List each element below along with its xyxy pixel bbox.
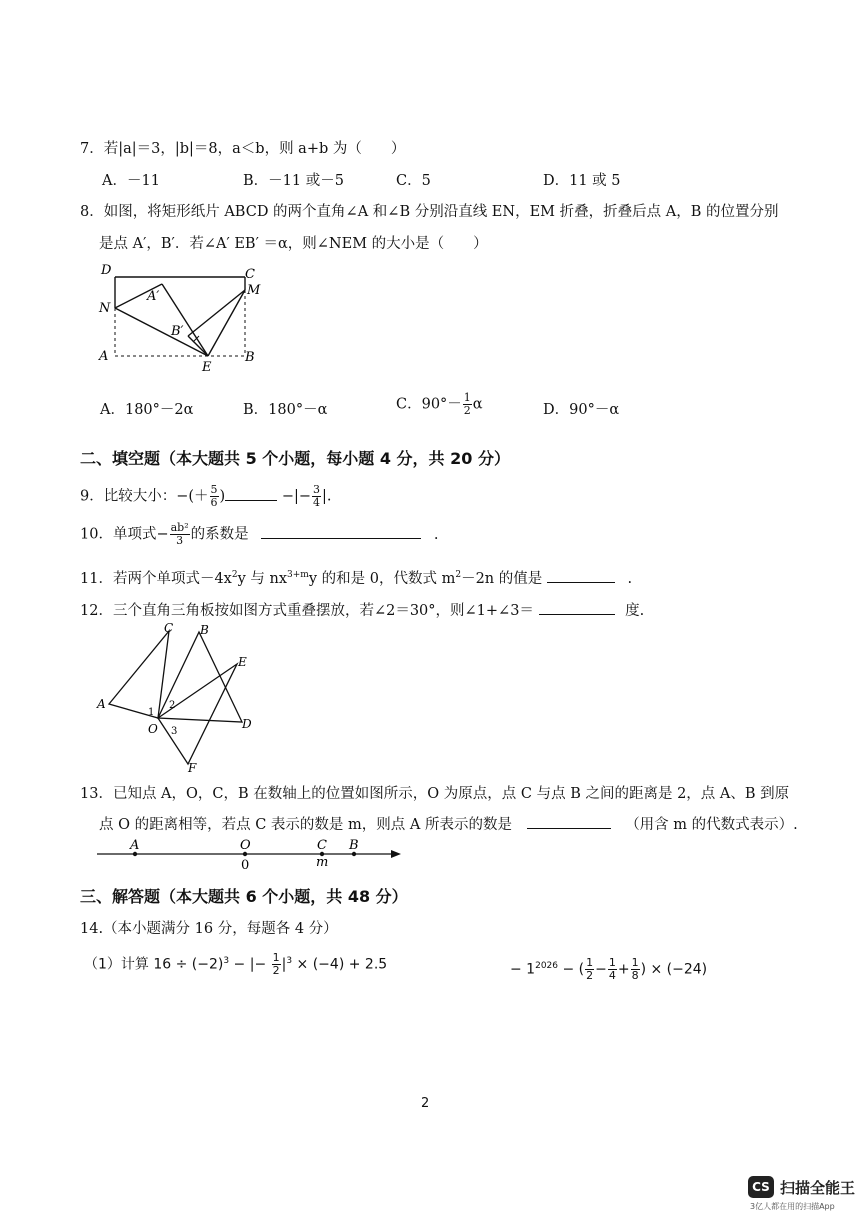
q8-label-d: D bbox=[101, 263, 112, 278]
q12-triangles-figure bbox=[92, 622, 262, 774]
q7-option-b: B．－11 或－5 bbox=[243, 173, 344, 189]
q13-answer-blank[interactable] bbox=[527, 814, 611, 829]
q13-point-b: B bbox=[349, 838, 359, 853]
q12: 12．三个直角三角板按如图方式重叠摆放，若∠2＝30°，则∠1+∠3＝ 度. bbox=[80, 599, 644, 620]
q13-point-a: A bbox=[130, 838, 140, 853]
q12-answer-blank[interactable] bbox=[539, 600, 615, 615]
q8-label-b-prime: B′ bbox=[171, 324, 184, 339]
q8-option-a: A．180°－2α bbox=[100, 402, 194, 418]
q14-part1: （1）计算 $16 \div (-2)^3$ − |− $\frac{1}{2}$ $|^3 \times (-4) + 2.5$ bbox=[84, 951, 388, 977]
q8-stem-line2: 是点 A′，B′．若∠A′ EB′ ＝α，则∠NEM 的大小是（ ） bbox=[99, 236, 488, 252]
section3-title: 三、解答题（本大题共 6 个小题，共 48 分） bbox=[80, 887, 408, 906]
q9-answer-blank[interactable] bbox=[225, 486, 277, 501]
watermark-title: 扫描全能王 bbox=[780, 1178, 856, 1197]
q8-label-a-prime: A′ bbox=[147, 289, 160, 304]
q8-label-a: A bbox=[99, 349, 109, 364]
q7-stem: 7．若|a|＝3，|b|＝8，a＜b，则 a+b 为（ ） bbox=[80, 141, 406, 157]
q8-option-b: B．180°－α bbox=[243, 402, 328, 418]
section2-title: 二、填空题（本大题共 5 个小题，每小题 4 分，共 20 分） bbox=[80, 449, 510, 468]
q13-number-line bbox=[95, 836, 407, 872]
q8-rectangle-fold-figure bbox=[95, 260, 275, 375]
q13-line1: 13．已知点 A，O，C，B 在数轴上的位置如图所示，O 为原点，点 C 与点 B 之间的距离是 2，点 A、B 到原 bbox=[80, 786, 790, 802]
q12-label-d: D bbox=[242, 717, 252, 731]
q12-label-e: E bbox=[238, 655, 247, 669]
watermark-subtitle: 3亿人都在用的扫描App bbox=[750, 1202, 835, 1211]
q8-label-b: B bbox=[245, 350, 255, 365]
q7-option-a: A．－11 bbox=[102, 173, 160, 189]
q13-zero-label: 0 bbox=[241, 858, 250, 872]
q12-angle-3: 3 bbox=[171, 726, 178, 737]
q12-label-b: B bbox=[200, 623, 209, 637]
q14-header: 14.（本小题满分 16 分，每题各 4 分） bbox=[80, 921, 338, 937]
q9: 9．比较大小：−(＋ $\frac{5}{6}$ ) −|− $\frac{3}{4}$ |. bbox=[80, 483, 332, 509]
q13-point-c: C bbox=[317, 838, 327, 853]
q8-stem-line1: 8．如图，将矩形纸片 ABCD 的两个直角∠A 和∠B 分别沿直线 EN，EM 折叠，折叠后点 A，B 的位置分别 bbox=[80, 204, 779, 220]
q12-label-f: F bbox=[188, 761, 197, 774]
q8-option-c: C．90°－ $\frac{1}{2}$ α bbox=[396, 391, 483, 417]
q13-line2: 点 O 的距离相等，若点 C 表示的数是 m，则点 A 所表示的数是 （用含 m 的代数式表示）. bbox=[99, 813, 798, 834]
q8-label-m: M bbox=[247, 283, 261, 298]
q13-m-label: m bbox=[316, 855, 329, 870]
q12-label-a: A bbox=[97, 697, 106, 711]
page-number: 2 bbox=[421, 1096, 430, 1111]
q11-answer-blank[interactable] bbox=[547, 568, 615, 583]
q12-angle-1: 1 bbox=[148, 707, 155, 718]
q10-answer-blank[interactable] bbox=[261, 524, 421, 539]
q13-point-o: O bbox=[240, 838, 251, 853]
q12-label-o: O bbox=[148, 722, 158, 736]
q8-option-d: D．90°－α bbox=[543, 402, 620, 418]
q14-part2: − $1^{2026}$ − ( $\frac{1}{2}$ − $\frac{1}{4}$ + $\frac{1}{8}$ ) × (−24) bbox=[510, 956, 708, 982]
q10: 10．单项式− $\frac{\text{ab²}}{3}$ 的系数是 . bbox=[80, 521, 439, 547]
q8-label-n: N bbox=[99, 301, 111, 316]
q12-angle-2: 2 bbox=[169, 700, 176, 711]
q7-option-c: C．5 bbox=[396, 173, 431, 189]
q8-label-c: C bbox=[245, 267, 255, 282]
q7-option-d: D．11 或 5 bbox=[543, 173, 621, 189]
q12-label-c: C bbox=[164, 622, 174, 635]
camscanner-logo-icon: CS bbox=[748, 1176, 774, 1198]
q11: 11．若两个单项式$-4x^2y$ 与 $nx^{3+m}y$ 的和是 0，代数式 $m^2-2n$ 的值是 . bbox=[80, 567, 632, 588]
scanner-watermark bbox=[748, 1176, 855, 1212]
q8-label-e: E bbox=[202, 360, 212, 375]
